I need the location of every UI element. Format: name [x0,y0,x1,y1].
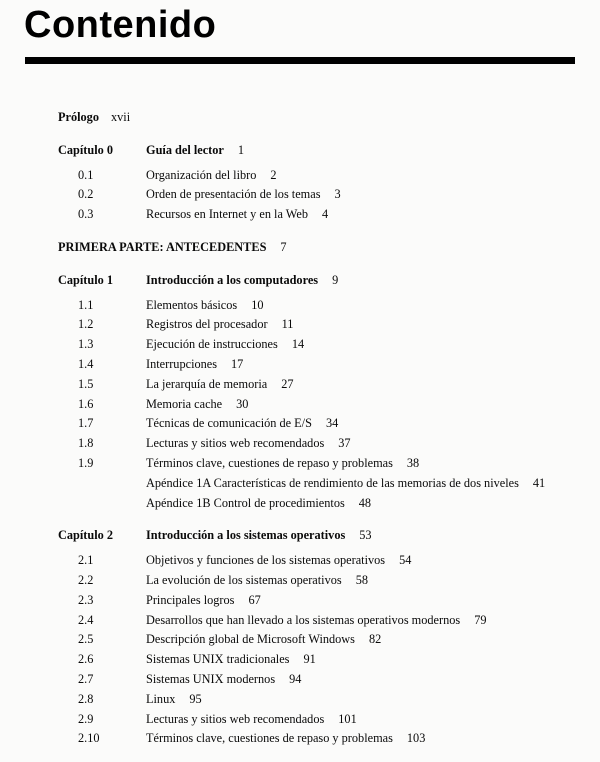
toc-entry-title: Linux [146,691,176,706]
toc-entry-page: 41 [532,475,546,490]
toc-entry-page: 7 [280,239,287,254]
toc-row-section [58,571,586,591]
toc-entry-label: 1.8 [78,436,94,451]
toc-row-section [58,729,586,749]
toc-entry-label: 2.2 [78,572,94,587]
toc-entry-title: Sistemas UNIX modernos [146,671,276,686]
toc-entry-title: Sistemas UNIX tradicionales [146,652,290,667]
toc-entry-label: 2.8 [78,691,94,706]
toc-row-appendix [58,494,586,514]
toc-list [58,108,586,749]
toc-entry-title: Apéndice 1B Control de procedimientos [146,495,345,510]
toc-entry-title: Descripción global de Microsoft Windows [146,632,355,647]
toc-row-chapter [58,526,586,546]
toc-entry-label: 2.1 [78,553,94,568]
toc-row-section [58,591,586,611]
toc-entry-label: 0.3 [78,207,94,222]
toc-entry-page: 30 [236,396,249,411]
toc-entry-label: 2.5 [78,632,94,647]
toc-entry-label: 1.2 [78,317,94,332]
toc-row-section [58,395,586,415]
toc-entry-page: 27 [281,376,294,391]
toc-entry-page: 37 [338,436,351,451]
toc-row-section [58,205,586,225]
toc-entry-label: 2.6 [78,652,94,667]
toc-entry-label: 2.10 [78,731,100,746]
toc-entry-title: Orden de presentación de los temas [146,187,321,202]
toc-entry-page: 10 [251,297,264,312]
toc-entry-title: Lecturas y sitios web recomendados [146,711,325,726]
toc-entry-title: Desarrollos que han llevado a los sistemas operativos modernos [146,612,461,627]
toc-entry-title: Registros del procesador [146,317,268,332]
toc-entry-page: 3 [334,187,341,202]
toc-entry-title: Guía del lector [146,142,224,157]
toc-entry-page: 58 [355,572,368,587]
toc-row-section [58,296,586,316]
toc-entry-page: 54 [399,553,412,568]
toc-entry-title: Recursos en Internet y en la Web [146,207,309,222]
toc-row-section [58,434,586,454]
toc-entry-page: 48 [358,495,372,510]
toc-row-appendix [58,474,586,494]
toc-entry-label: 2.7 [78,671,94,686]
toc-entry-page: 1 [237,142,245,157]
toc-entry-title: Técnicas de comunicación de E/S [146,416,312,431]
toc-entry-title: La jerarquía de memoria [146,376,268,391]
toc-entry-title: Apéndice 1A Características de rendimiento de las memorias de dos niveles [146,475,519,490]
toc-entry-label: 1.7 [78,416,94,431]
toc-entry-label: Capítulo 2 [58,528,114,543]
toc-entry-page: 94 [289,671,302,686]
toc-entry-label: 2.9 [78,711,94,726]
toc-row-section [58,166,586,186]
toc-entry-title: Lecturas y sitios web recomendados [146,436,325,451]
toc-entry-label: 1.1 [78,297,94,312]
toc-entry-title: Términos clave, cuestiones de repaso y problemas [146,731,393,746]
toc-entry-page: 2 [270,167,277,182]
toc-entry-page: 67 [248,592,261,607]
toc-row-section [58,185,586,205]
toc-row-section [58,355,586,375]
toc-row-section [58,454,586,474]
toc-entry-title: Interrupciones [146,356,218,371]
toc-row-section [58,670,586,690]
toc-entry-page: 4 [322,207,329,222]
toc-row-section [58,375,586,395]
toc-entry-title: Introducción a los sistemas operativos [146,528,346,543]
toc-entry-label: 2.3 [78,592,94,607]
toc-entry-title: Organización del libro [146,167,257,182]
toc-entry-label: 1.3 [78,337,94,352]
toc-row-chapter [58,141,586,161]
toc-entry-label: 1.6 [78,396,94,411]
toc-entry-label: 1.5 [78,376,94,391]
toc-entry-page: 17 [231,356,244,371]
toc-entry-label: Prólogo [58,110,99,124]
toc-entry-title: Principales logros [146,592,235,607]
toc-entry-label: 0.1 [78,167,94,182]
toc-entry-page: 82 [368,632,382,647]
toc-row-section [58,630,586,650]
toc-row-section [58,315,586,335]
toc-entry-label: 1.4 [78,356,94,371]
toc-row-section [58,414,586,434]
toc-entry-title: Ejecución de instrucciones [146,337,278,352]
toc-entry-label: 2.4 [78,612,94,627]
toc-entry-title: Memoria cache [146,396,223,411]
toc-entry-page: 34 [325,416,339,431]
toc-row-part [58,238,586,258]
toc-entry-label: Capítulo 0 [58,142,114,157]
toc-entry-title: Introducción a los computadores [146,272,319,287]
toc-entry-page: 101 [338,711,357,726]
toc-entry-page: 79 [474,612,487,627]
toc-entry-page: xvii [110,110,131,124]
toc-entry-label: 0.2 [78,187,94,202]
toc-entry-page: 53 [359,528,372,543]
toc-entry-title: Términos clave, cuestiones de repaso y problemas [146,455,393,470]
toc-entry-label: Capítulo 1 [58,272,114,287]
toc-entry-page: 38 [406,455,420,470]
toc-entry-label: PRIMERA PARTE: ANTECEDENTES [58,239,267,254]
toc-row-front [58,108,586,128]
toc-row-section [58,710,586,730]
toc-entry-title: La evolución de los sistemas operativos [146,572,342,587]
toc-entry-page: 103 [406,731,426,746]
toc-entry-page: 11 [281,317,294,332]
toc-row-section [58,690,586,710]
toc-entry-label: 1.9 [78,455,94,470]
page-title: Contenido [24,4,217,46]
toc-entry-page: 95 [189,691,202,706]
toc-entry-page: 14 [291,337,305,352]
toc-entry-page: 9 [332,272,339,287]
toc-entry-title: Objetivos y funciones de los sistemas operativos [146,553,386,568]
toc-row-section [58,650,586,670]
toc-row-section [58,611,586,631]
toc-entry-title: Elementos básicos [146,297,238,312]
toc-row-section [58,335,586,355]
toc-row-chapter [58,271,586,291]
toc-entry-page: 91 [303,652,316,667]
title-rule [25,57,575,64]
toc-row-section [58,551,586,571]
